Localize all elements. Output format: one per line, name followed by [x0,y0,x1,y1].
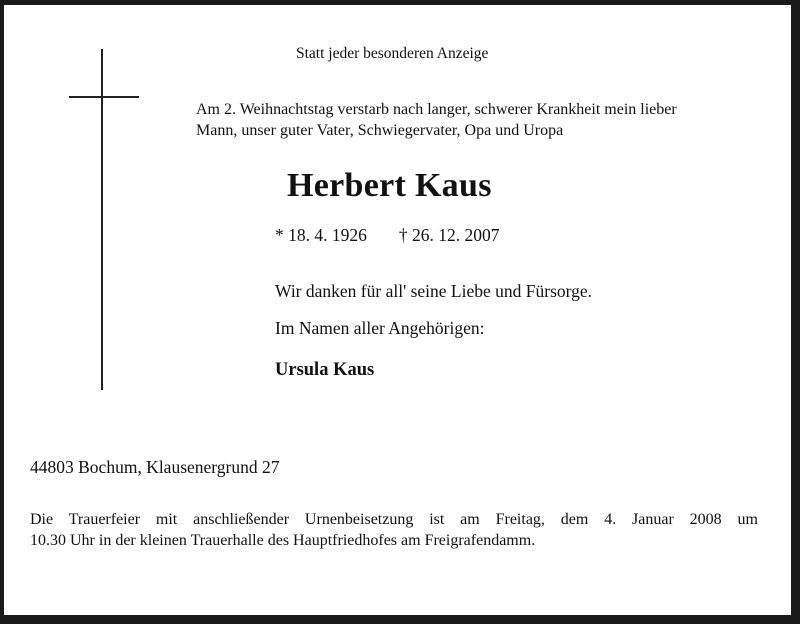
death-date: † 26. 12. 2007 [398,225,500,245]
cross-horizontal-bar [69,96,139,98]
intro-line-1: Am 2. Weihnachtstag verstarb nach langer, schwerer Krankheit mein lieber [196,101,677,118]
intro-line-2: Mann, unser guter Vater, Schwiegervater, Opa und Uropa [196,122,564,139]
life-dates [275,225,500,246]
address-text: 44803 Bochum, Klausenergrund 27 [30,457,280,477]
on-behalf-text: Im Namen aller Angehörigen: [275,318,485,338]
birth-date: * 18. 4. 1926 [275,225,367,245]
thanks-text: Wir danken für all' seine Liebe und Fürsorge. [275,281,593,301]
funeral-details [30,509,758,551]
deceased-name: Herbert Kaus [287,167,492,204]
signer-name: Ursula Kaus [275,360,375,380]
cross-vertical-bar [101,49,103,390]
notice-header: Statt jeder besonderen Anzeige [296,45,489,62]
funeral-line-2: 10.30 Uhr in der kleinen Trauerhalle des Hauptfriedhofes am Freigrafendamm. [30,532,536,549]
funeral-line-1: Die Trauerfeier mit anschließender Urnenbeisetzung ist am Freitag, dem 4. Januar 2008 um [30,511,758,528]
